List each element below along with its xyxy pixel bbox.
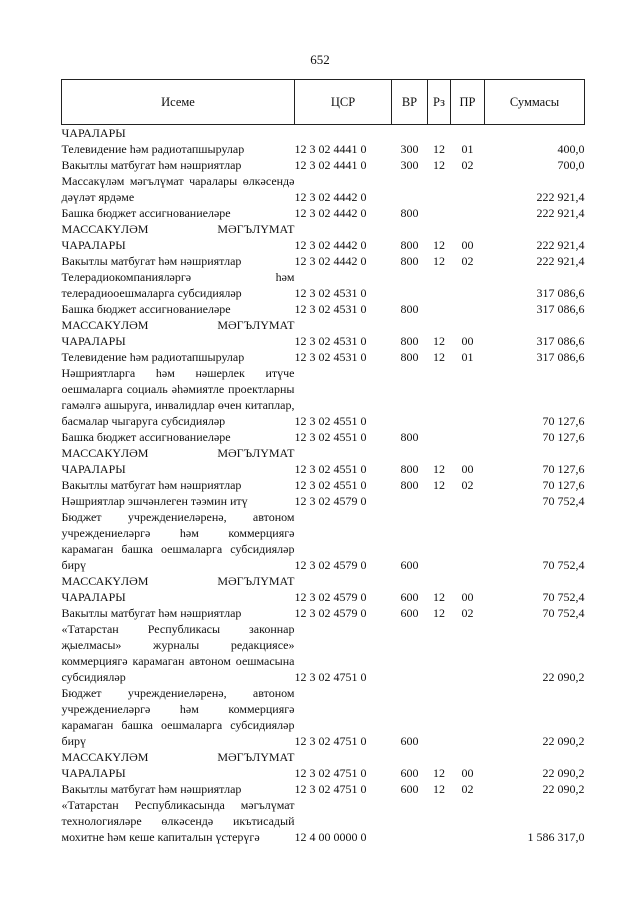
cell-pr: 00 [461, 766, 474, 780]
cell-sum: 700,0 [557, 158, 585, 172]
cell-sum: 70 752,4 [542, 494, 585, 508]
cell-name: Башка бюджет ассигнованиеләре [61, 302, 231, 316]
cell-pr: 02 [461, 782, 474, 796]
cell-sum: 317 086,6 [536, 286, 585, 300]
cell-csr: 12 3 02 4751 0 [294, 670, 367, 684]
header-vr: ВР [392, 80, 428, 125]
cell-pr [451, 429, 485, 445]
header-name: Исеме [62, 80, 295, 125]
cell-name: Башка бюджет ассигнованиеләре [61, 206, 231, 220]
table-row [62, 349, 585, 365]
cell-sum: 400,0 [557, 142, 585, 156]
cell-name: Вакытлы матбугат һәм нәшриятлар [61, 478, 242, 492]
cell-rz: 12 [433, 254, 445, 268]
cell-pr [451, 125, 485, 142]
page-number: 652 [310, 52, 330, 67]
cell-rz [428, 493, 451, 509]
cell-vr: 800 [400, 254, 419, 268]
cell-csr: 12 3 02 4442 0 [294, 254, 367, 268]
cell-vr [392, 125, 428, 142]
cell-csr: 12 4 00 0000 0 [294, 830, 367, 844]
table-row [62, 605, 585, 621]
cell-sum: 22 090,2 [542, 766, 585, 780]
cell-vr: 600 [400, 606, 419, 620]
table-row [62, 477, 585, 493]
cell-name: «Татарстан Республикасында мәгълүмат технологияләре өлкәсендә икътисадый мохитне һәм кеше капиталын үстерүгә [61, 798, 295, 844]
cell-rz [428, 509, 451, 573]
cell-vr: 600 [400, 558, 419, 572]
cell-rz [428, 429, 451, 445]
table-row [62, 173, 585, 205]
cell-vr: 300 [400, 142, 419, 156]
cell-rz [428, 685, 451, 749]
cell-vr: 800 [400, 206, 419, 220]
cell-sum: 70 752,4 [542, 558, 585, 572]
cell-csr [295, 125, 392, 142]
table-row [62, 509, 585, 573]
cell-sum: 70 127,6 [542, 430, 585, 444]
cell-pr: 02 [461, 606, 474, 620]
cell-name: МАССАКҮЛӘМ МӘГЪЛҮМАТ ЧАРАЛАРЫ [61, 446, 295, 476]
cell-name: Массакүләм мәгълүмат чаралары өлкәсендә дәүләт ярдәме [61, 174, 295, 204]
cell-pr [451, 509, 485, 573]
cell-sum: 222 921,4 [536, 254, 585, 268]
cell-vr: 800 [400, 334, 419, 348]
cell-sum: 22 090,2 [542, 734, 585, 748]
cell-sum: 70 127,6 [542, 478, 585, 492]
cell-vr: 800 [400, 462, 419, 476]
cell-sum [485, 125, 585, 142]
cell-name: Нәшриятлар эшчәнлеген тәэмин итү [61, 494, 248, 508]
cell-name: ЧАРАЛАРЫ [61, 126, 126, 140]
cell-csr: 12 3 02 4442 0 [294, 206, 367, 220]
cell-sum: 222 921,4 [536, 238, 585, 252]
table-row [62, 157, 585, 173]
cell-csr: 12 3 02 4551 0 [294, 430, 367, 444]
cell-vr: 600 [400, 782, 419, 796]
cell-sum: 70 127,6 [542, 414, 585, 428]
cell-sum: 222 921,4 [536, 206, 585, 220]
cell-csr: 12 3 02 4579 0 [294, 606, 367, 620]
cell-name: МАССАКҮЛӘМ МӘГЪЛҮМАТ ЧАРАЛАРЫ [61, 222, 295, 252]
cell-rz [428, 797, 451, 845]
cell-pr [451, 365, 485, 429]
cell-rz: 12 [433, 350, 445, 364]
cell-csr: 12 3 02 4579 0 [294, 494, 367, 508]
cell-name: Башка бюджет ассигнованиеләре [61, 430, 231, 444]
cell-pr [451, 493, 485, 509]
table-row [62, 781, 585, 797]
cell-sum: 317 086,6 [536, 334, 585, 348]
cell-name: «Татарстан Республикасы законнар җыелмасы» журналы редакциясе» коммерциягә карамаган автоном оешмасына субсидияләр [61, 622, 295, 684]
cell-vr [392, 621, 428, 685]
table-row [62, 621, 585, 685]
cell-pr [451, 621, 485, 685]
cell-name: Вакытлы матбугат һәм нәшриятлар [61, 606, 242, 620]
cell-name: Телевидение һәм радиотапшырулар [61, 142, 245, 156]
cell-rz [428, 173, 451, 205]
table-row [62, 301, 585, 317]
cell-vr: 600 [400, 590, 419, 604]
cell-sum: 70 752,4 [542, 606, 585, 620]
table-row [62, 797, 585, 845]
cell-sum: 222 921,4 [536, 190, 585, 204]
cell-sum: 22 090,2 [542, 782, 585, 796]
header-rz: Рз [428, 80, 451, 125]
table-row [62, 317, 585, 349]
cell-name: МАССАКҮЛӘМ МӘГЪЛҮМАТ ЧАРАЛАРЫ [61, 318, 295, 348]
table-row [62, 269, 585, 301]
cell-csr: 12 3 02 4442 0 [294, 238, 367, 252]
cell-pr: 01 [461, 142, 474, 156]
table-row [62, 125, 585, 142]
cell-name: Нәшриятларга һәм нәшерлек итүче оешмаларга социаль әһәмиятле проектларны гамәлгә ашыруга, инвалидлар өчен китаплар, басмалар чыгаруга субсидияләр [61, 366, 295, 428]
cell-csr: 12 3 02 4579 0 [294, 558, 367, 572]
cell-csr: 12 3 02 4442 0 [294, 190, 367, 204]
cell-csr: 12 3 02 4551 0 [294, 414, 367, 428]
cell-pr [451, 173, 485, 205]
table-row [62, 493, 585, 509]
cell-rz: 12 [433, 478, 445, 492]
cell-name: Вакытлы матбугат һәм нәшриятлар [61, 158, 242, 172]
cell-sum: 317 086,6 [536, 302, 585, 316]
cell-pr: 00 [461, 462, 474, 476]
table-row [62, 205, 585, 221]
cell-csr: 12 3 02 4579 0 [294, 590, 367, 604]
header-sum: Суммасы [485, 80, 585, 125]
cell-rz: 12 [433, 142, 445, 156]
cell-vr [392, 797, 428, 845]
cell-name: МАССАКҮЛӘМ МӘГЪЛҮМАТ ЧАРАЛАРЫ [61, 750, 295, 780]
header-csr: ЦСР [295, 80, 392, 125]
cell-rz: 12 [433, 766, 445, 780]
table-header-row [62, 80, 585, 125]
table-row [62, 445, 585, 477]
cell-vr: 800 [400, 478, 419, 492]
cell-pr: 01 [461, 350, 474, 364]
cell-csr: 12 3 02 4441 0 [294, 158, 367, 172]
cell-name: МАССАКҮЛӘМ МӘГЪЛҮМАТ ЧАРАЛАРЫ [61, 574, 295, 604]
cell-rz: 12 [433, 590, 445, 604]
cell-vr: 600 [400, 734, 419, 748]
cell-pr [451, 269, 485, 301]
cell-vr [392, 173, 428, 205]
cell-csr: 12 3 02 4531 0 [294, 286, 367, 300]
table-row [62, 685, 585, 749]
cell-vr [392, 269, 428, 301]
cell-csr: 12 3 02 4751 0 [294, 782, 367, 796]
cell-rz [428, 269, 451, 301]
cell-name: Телерадиокомпанияләргә һәм телерадиооешмаларга субсидияләр [61, 270, 295, 300]
cell-csr: 12 3 02 4531 0 [294, 334, 367, 348]
cell-vr: 800 [400, 302, 419, 316]
cell-rz: 12 [433, 462, 445, 476]
cell-rz [428, 365, 451, 429]
cell-rz [428, 125, 451, 142]
cell-pr: 00 [461, 590, 474, 604]
cell-csr: 12 3 02 4531 0 [294, 350, 367, 364]
cell-pr: 02 [461, 254, 474, 268]
table-row [62, 253, 585, 269]
cell-vr: 300 [400, 158, 419, 172]
cell-vr: 600 [400, 766, 419, 780]
table-row [62, 573, 585, 605]
cell-pr [451, 301, 485, 317]
table-row [62, 221, 585, 253]
cell-rz [428, 621, 451, 685]
cell-rz: 12 [433, 334, 445, 348]
cell-name: Бюджет учреждениеләренә, автоном учреждениеләргә һәм коммерциягә карамаган башка оешмаларга субсидияләр бирү [61, 510, 295, 572]
cell-vr: 800 [400, 238, 419, 252]
cell-vr [392, 365, 428, 429]
cell-rz: 12 [433, 238, 445, 252]
cell-sum: 317 086,6 [536, 350, 585, 364]
cell-csr: 12 3 02 4551 0 [294, 462, 367, 476]
cell-name: Вакытлы матбугат һәм нәшриятлар [61, 782, 242, 796]
cell-rz: 12 [433, 606, 445, 620]
cell-csr: 12 3 02 4751 0 [294, 734, 367, 748]
table-row [62, 749, 585, 781]
table-row [62, 141, 585, 157]
cell-name: Телевидение һәм радиотапшырулар [61, 350, 245, 364]
cell-csr: 12 3 02 4531 0 [294, 302, 367, 316]
cell-pr [451, 685, 485, 749]
cell-vr: 800 [400, 430, 419, 444]
cell-pr: 02 [461, 478, 474, 492]
table-row [62, 429, 585, 445]
cell-name: Бюджет учреждениеләренә, автоном учреждениеләргә һәм коммерциягә карамаган башка оешмаларга субсидияләр бирү [61, 686, 295, 748]
cell-pr: 00 [461, 238, 474, 252]
cell-sum: 22 090,2 [542, 670, 585, 684]
header-pr: ПР [451, 80, 485, 125]
cell-vr: 800 [400, 350, 419, 364]
cell-pr [451, 205, 485, 221]
table-row [62, 365, 585, 429]
cell-csr: 12 3 02 4551 0 [294, 478, 367, 492]
cell-pr [451, 797, 485, 845]
cell-rz: 12 [433, 158, 445, 172]
cell-rz [428, 301, 451, 317]
budget-table [61, 79, 585, 845]
cell-rz [428, 205, 451, 221]
cell-sum: 70 127,6 [542, 462, 585, 476]
cell-pr: 02 [461, 158, 474, 172]
cell-name: Вакытлы матбугат һәм нәшриятлар [61, 254, 242, 268]
cell-sum: 70 752,4 [542, 590, 585, 604]
cell-csr: 12 3 02 4441 0 [294, 142, 367, 156]
cell-sum: 1 586 317,0 [527, 830, 585, 844]
cell-vr [392, 493, 428, 509]
cell-csr: 12 3 02 4751 0 [294, 766, 367, 780]
cell-rz: 12 [433, 782, 445, 796]
cell-pr: 00 [461, 334, 474, 348]
